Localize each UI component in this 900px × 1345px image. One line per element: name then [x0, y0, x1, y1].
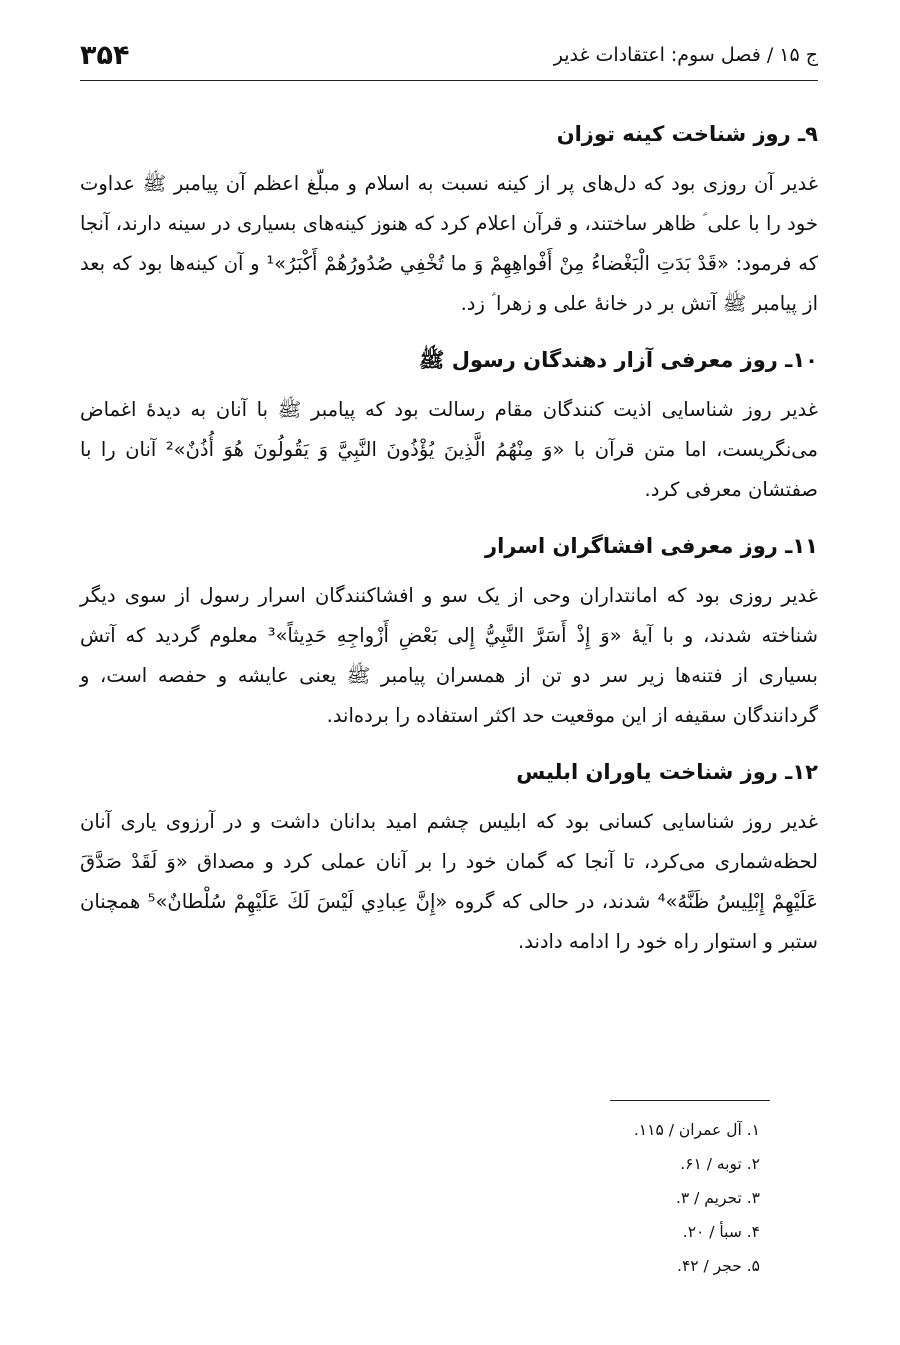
section-paragraph: غدیر روز شناسایی اذیت کنندگان مقام رسالت بود که پیامبر ﷺ با آنان به دیدهٔ اغماض می‌نگریست، اما متن قرآن با «وَ مِنْهُمُ الَّذِينَ يُؤْذُونَ النَّبِيَّ وَ يَقُولُونَ هُوَ أُذُنٌ»² آنان را با صفتشان معرفی کرد.	[80, 398, 818, 501]
footnotes	[610, 1100, 760, 1283]
page-number: ۳۵۴	[80, 39, 130, 71]
page-header	[80, 30, 818, 81]
section-paragraph: غدیر آن روزی بود که دل‌های پر از کینه نسبت به اسلام و مبلّغ اعظم آن پیامبر ﷺ عداوت خود را با علی ؑ ظاهر ساختند، و قرآن اعلام کرد که هنوز کینه‌های بسیاری در سینه دارند، آنجا که فرمود: «قَدْ بَدَتِ الْبَغْضاءُ مِنْ أَفْواهِهِمْ وَ ما تُخْفِي صُدُورُهُمْ أَكْبَرُ»¹ و آن کینه‌ها بود که بعد از پیامبر ﷺ آتش بر در خانهٔ علی و زهرا ؑ زد.	[80, 172, 818, 315]
section-title: ۹ـ روز شناخت کینه توزان	[556, 122, 818, 146]
footnote: ۲. توبه / ۶۱.	[680, 1155, 760, 1173]
section-title: ۱۲ـ روز شناخت یاوران ابلیس	[516, 760, 818, 784]
footnote: ۱. آل عمران / ۱۱۵.	[633, 1121, 760, 1139]
footnote-divider	[610, 1100, 770, 1101]
running-title: ج ۱۵ / فصل سوم: اعتقادات غدیر	[553, 44, 818, 66]
footnote: ۴. سبأ / ۲۰.	[682, 1223, 760, 1241]
footnote: ۵. حجر / ۴۲.	[677, 1257, 760, 1275]
section-paragraph: غدیر روزی بود که امانتداران وحی از یک سو و افشاکنندگان اسرار رسول از سوی دیگر شناخته شدند، و با آیهٔ «وَ إِذْ أَسَرَّ النَّبِيُّ إِلى بَعْضِ أَزْواجِهِ حَدِيثاً»³ معلوم گردید که آتش بسیاری از فتنه‌ها زیر سر دو تن از همسران پیامبر ﷺ یعنی عایشه و حفصه است، و گردانندگان سقیفه از این موقعیت حد اکثر استفاده را برده‌اند.	[80, 584, 818, 727]
footnote: ۳. تحریم / ۳.	[675, 1189, 760, 1207]
main-content	[80, 100, 818, 976]
section-paragraph: غدیر روز شناسایی کسانی بود که ابلیس چشم امید بدانان داشت و در آرزوی یاری آنان لحظه‌شماری می‌کرد، تا آنجا که گمان خود را بر آنان عملی کرد و مصداق «وَ لَقَدْ صَدَّقَ عَلَيْهِمْ إِبْلِيسُ ظَنَّهُ»⁴ شدند، در حالی که گروه «إِنَّ عِبادِي لَيْسَ لَكَ عَلَيْهِمْ سُلْطانٌ»⁵ همچنان ستبر و استوار راه خود را ادامه دادند.	[80, 810, 818, 953]
section-title: ۱۰ـ روز معرفی آزار دهندگان رسول ﷺ	[419, 348, 818, 372]
section-title: ۱۱ـ روز معرفی افشاگران اسرار	[484, 534, 818, 558]
